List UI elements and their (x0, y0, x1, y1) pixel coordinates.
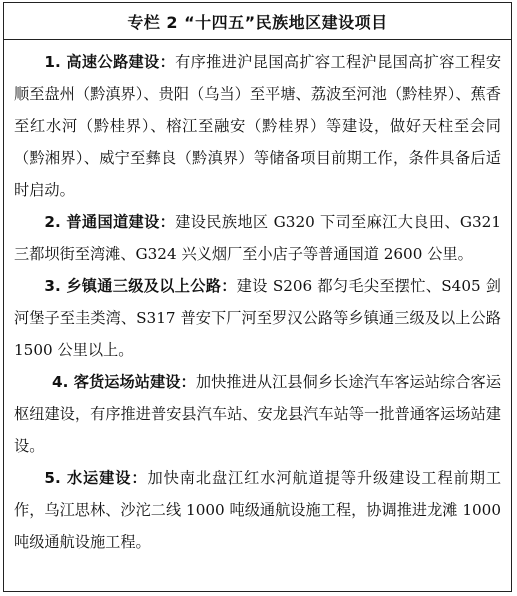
item-highway (14, 46, 501, 206)
item-text: 加快南北盘江红水河航道提等升级建设工程前期工作，乌江思林、沙沱二线 1000 吨级通航设施工程，协调推进龙滩 1000 吨级通航设施工程。 (14, 469, 502, 551)
box-title: 专栏 2 “十四五”民族地区建设项目 (4, 3, 511, 40)
item-township-road (14, 270, 501, 366)
item-text: 建设民族地区 G320 下司至麻江大良田、G321 三都坝街至湾滩、G324 兴义烟厂至小店子等普通国道 2600 公里。 (14, 213, 501, 263)
item-text: 建设 S206 都匀毛尖至摆忙、S405 剑河堡子至圭类湾、S317 普安下厂河至罗汉公路等乡镇通三级及以上公路 1500 公里以上。 (14, 277, 501, 359)
item-waterway (14, 462, 501, 558)
box-content (4, 40, 511, 558)
item-lead: 2. 普通国道建设： (44, 213, 176, 231)
item-lead: 5. 水运建设： (44, 469, 148, 487)
item-lead: 3. 乡镇通三级及以上公路： (44, 277, 237, 295)
item-national-road (14, 206, 501, 270)
item-text: 有序推进沪昆国高扩容工程沪昆国高扩容工程安顺至盘州（黔滇界）、贵阳（乌当）至平塘、荔波至河池（黔桂界）、蕉香至红水河（黔桂界）、榕江至融安（黔桂界）等建设，做好天柱至会同（黔湘界）、威宁至彝良（黔滇界）等储备项目前期工作，条件具备后适时启动。 (14, 53, 501, 199)
item-transport-station (14, 366, 501, 462)
project-box (3, 2, 512, 592)
item-lead: 1. 高速公路建设： (44, 53, 176, 71)
item-lead: 4. 客货运场站建设： (52, 373, 196, 391)
item-text: 加快推进从江县侗乡长途汽车客运站综合客运枢纽建设，有序推进普安县汽车站、安龙县汽车站等一批普通客运场站建设。 (14, 373, 502, 455)
